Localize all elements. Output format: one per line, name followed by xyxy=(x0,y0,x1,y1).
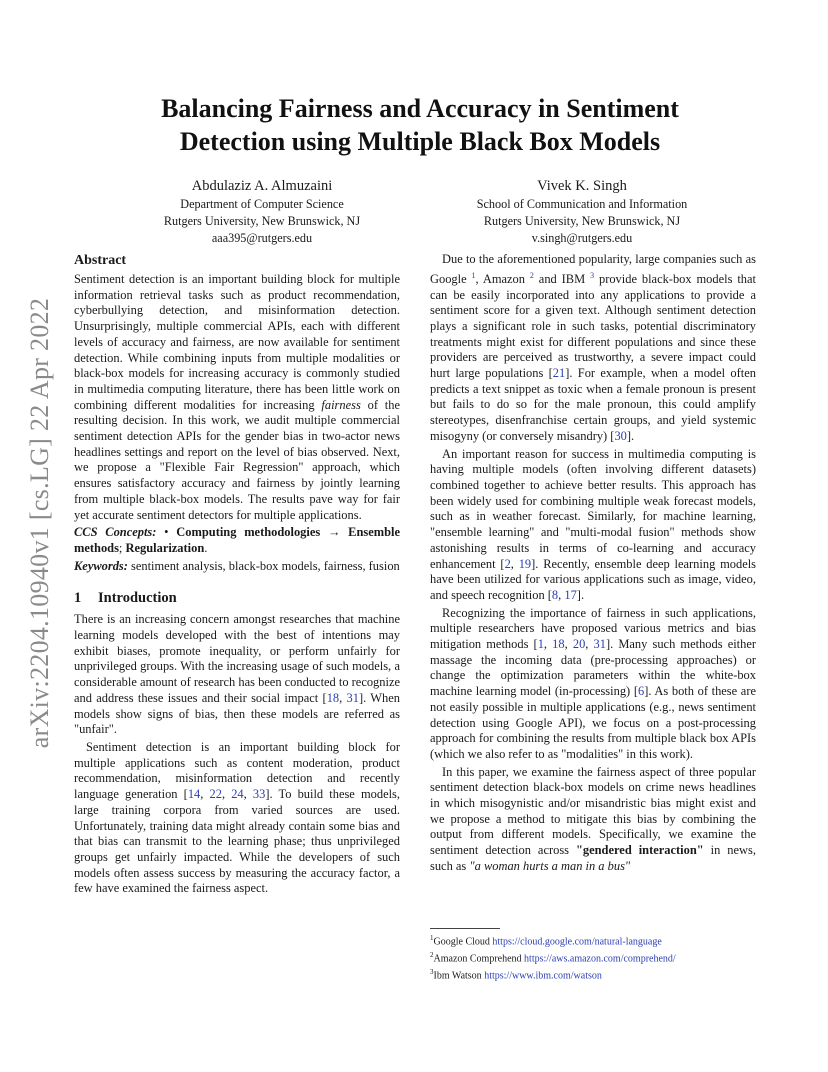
citation-link[interactable]: 22 xyxy=(209,787,222,802)
author-institution: Rutgers University, New Brunswick, NJ xyxy=(163,214,361,228)
arxiv-identifier: arXiv:2204.10940v1 [cs.LG] 22 Apr 2022 xyxy=(25,297,54,749)
footnote-link[interactable]: https://www.ibm.com/watson xyxy=(484,969,602,981)
author-name: Vivek K. Singh xyxy=(537,178,627,194)
paper-title xyxy=(80,92,760,158)
title-line-1: Balancing Fairness and Accuracy in Sentiment xyxy=(161,94,679,123)
section-heading-introduction: 1 Introduction xyxy=(74,590,177,607)
body-paragraph-4: In this paper, we examine the fairness aspect of three popular sentiment detection black-box models on crime news headlines in which misogynistic and/or misandristic bias might exist and we propose a method to mitigate this bias by combining the output from different models. Specifically, we examine the sentiment detection across "gendered interaction" in news, such as "a woman hurts a man in a bus" xyxy=(430,764,756,873)
citation-link[interactable]: 31 xyxy=(346,690,359,705)
abstract-heading: Abstract xyxy=(74,253,127,268)
ccs-item: Computing methodologies → Ensemble methods xyxy=(74,525,400,555)
author-name: Abdulaziz A. Almuzaini xyxy=(191,178,333,194)
footnote-ref[interactable]: 3 xyxy=(590,270,595,280)
footnote-1: $^1$Google Cloud https://cloud.google.com/natural-language xyxy=(430,934,662,948)
citation-link[interactable]: 18 xyxy=(552,637,565,652)
citation-link[interactable]: 6 xyxy=(637,684,645,699)
citation-link[interactable]: 33 xyxy=(252,787,266,802)
keywords-label: Keywords: xyxy=(74,558,128,573)
author-block-1 xyxy=(112,176,412,247)
ccs-item: Regularization xyxy=(125,540,205,555)
citation-link[interactable]: 19 xyxy=(518,556,532,571)
footnote-ref[interactable]: 2 xyxy=(529,270,534,280)
footnote-2: $^2$Amazon Comprehend https://aws.amazon.com/comprehend/ xyxy=(430,950,676,965)
body-paragraph-2: An important reason for success in multimedia computing is having multiple models (often involving different datasets) combined together to achieve better results. This approach has been widely used for combining multiple weak forecast models, such as in weather forecast. Similarly, for machine learning, "ensemble learning" and "multi-modal fusion" methods show astonishing results in terms of co-learning and accuracy enhancement [2, 19]. Recently, ensemble deep learning models have been utilized for various applications such as image, video, and speech recognition [8, 17]. xyxy=(430,446,757,602)
body-paragraph-1: Due to the aforementioned popularity, large companies such as Google $^1$, Amazon $^2$ and IBM $^3$ provide black-box models that can be easily incorporated into any applications to provide a sentiment score for a given text. Although sentiment detection plays a significant role in such tasks, potential discriminatory treatments might exist for different populations and since these providers are perceived as trustworthy, a severe impact could hurt large populations [21]. For example, when a model often predicts a text snippet as toxic when a female pronoun is present but fails to do so for the male pronoun, this could amplify stereotypes, disenfranchise certain groups, and yield systemic misogyny (or conversely misandry) [30]. xyxy=(430,252,756,443)
abstract-paragraph: Sentiment detection is an important building block for multiple information retrieval tasks such as product recommendation, cyberbullying detection, and misinformation detection. Unsurprisingly, multiple commercial APIs, each with different levels of accuracy and fairness, are now available for sentiment detection. While combining inputs from multiple modalities or black-box models for increasing accuracy is commonly studied in multimedia computing literature, there has been little work on combining different modalities for increasing fairness of the resulting decision. In this work, we audit multiple commercial sentiment detection APIs for the gender bias in two-actor news headlines settings and report on the level of bias observed. Next, we propose a "Flexible Fair Regression" approach, which ensures satisfactory accuracy and fairness by jointly learning from multiple black-box models. The results pave way for fair yet accurate sentiment detectors for multiple applications. xyxy=(74,272,401,522)
citation-link[interactable]: 31 xyxy=(593,637,606,652)
author-email: aaa395@rutgers.edu xyxy=(211,231,313,245)
citation-link[interactable]: 17 xyxy=(564,587,577,602)
citation-link[interactable]: 30 xyxy=(614,428,627,443)
author-email: v.singh@rutgers.edu xyxy=(531,231,633,245)
citation-link[interactable]: 1 xyxy=(537,637,544,652)
ccs-label: CCS Concepts: xyxy=(74,525,157,540)
example-quote: "a woman hurts a man in a bus" xyxy=(469,858,631,873)
intro-paragraph-2: Sentiment detection is an important building block for multiple applications such as content moderation, product recommendation, misinformation detection and recently language generation [14, 22, 24, 33]. To build these models, large training corpora from varied sources are used. Unfortunately, training data might already contain some bias and that bias can transmit to the learning phase; thus unprivileged groups get unfairly impacted. While the developers of such models often assess success by measuring the accuracy factor, a few have examined the fairness aspect. xyxy=(74,739,401,896)
citation-link[interactable]: 21 xyxy=(552,366,566,381)
footnote-link[interactable]: https://cloud.google.com/natural-language xyxy=(492,936,662,948)
citation-link[interactable]: 2 xyxy=(504,556,511,571)
body-paragraph-3: Recognizing the importance of fairness in such applications, multiple researchers have proposed various metrics and bias mitigation methods [1, 18, 20, 31]. Many such methods either massage the incoming data (pre-processing approaches) or change the optimization parameters within the white-box machine learning model (in-processing) [6]. As both of these are not easily possible in multiple applications (e.g., news sentiment detection using Google API), we focus on a post-processing approach for combining the results from multiple black box APIs (which we also refer to as "modalities" in this work). xyxy=(430,605,757,761)
left-column xyxy=(74,252,400,897)
author-affiliation: School of Communication and Information xyxy=(476,197,688,211)
author-affiliation: Department of Computer Science xyxy=(180,197,344,211)
citation-link[interactable]: 8 xyxy=(551,587,559,602)
ccs-concepts: CCS Concepts: • Computing methodologies → Ensemble methods; Regularization. xyxy=(74,525,400,555)
intro-paragraph-1: There is an increasing concern amongst researches that machine learning models developed with the best of intentions may exhibit biases, promote inequality, or perform unfairly for unprivileged groups. With the increasing usage of such models, a considerable amount of research has been conducted to recognize and address these issues and their social impact [18, 31]. When models show signs of bias, then these models are referred as "unfair". xyxy=(74,612,401,737)
citation-link[interactable]: 24 xyxy=(231,787,244,802)
right-column xyxy=(430,252,756,875)
arxiv-identifier-margin xyxy=(20,283,60,763)
citation-link[interactable]: 14 xyxy=(187,787,201,802)
author-institution: Rutgers University, New Brunswick, NJ xyxy=(483,214,681,228)
footnote-link[interactable]: https://aws.amazon.com/comprehend/ xyxy=(524,953,676,965)
author-block-2 xyxy=(432,176,732,247)
footnote-3: $^3$Ibm Watson https://www.ibm.com/watson xyxy=(430,967,602,981)
footnotes xyxy=(430,928,756,982)
citation-link[interactable]: 18 xyxy=(326,690,340,705)
emphasis-fairness: fairness xyxy=(321,397,361,412)
title-line-2: Detection using Multiple Black Box Models xyxy=(179,127,661,156)
citation-link[interactable]: 20 xyxy=(572,637,586,652)
emphasis-gendered-interaction: "gendered interaction" xyxy=(576,843,704,858)
keywords: Keywords: sentiment analysis, black-box models, fairness, fusion xyxy=(74,558,400,573)
footnote-divider xyxy=(430,928,500,929)
footnote-ref[interactable]: 1 xyxy=(471,270,476,280)
